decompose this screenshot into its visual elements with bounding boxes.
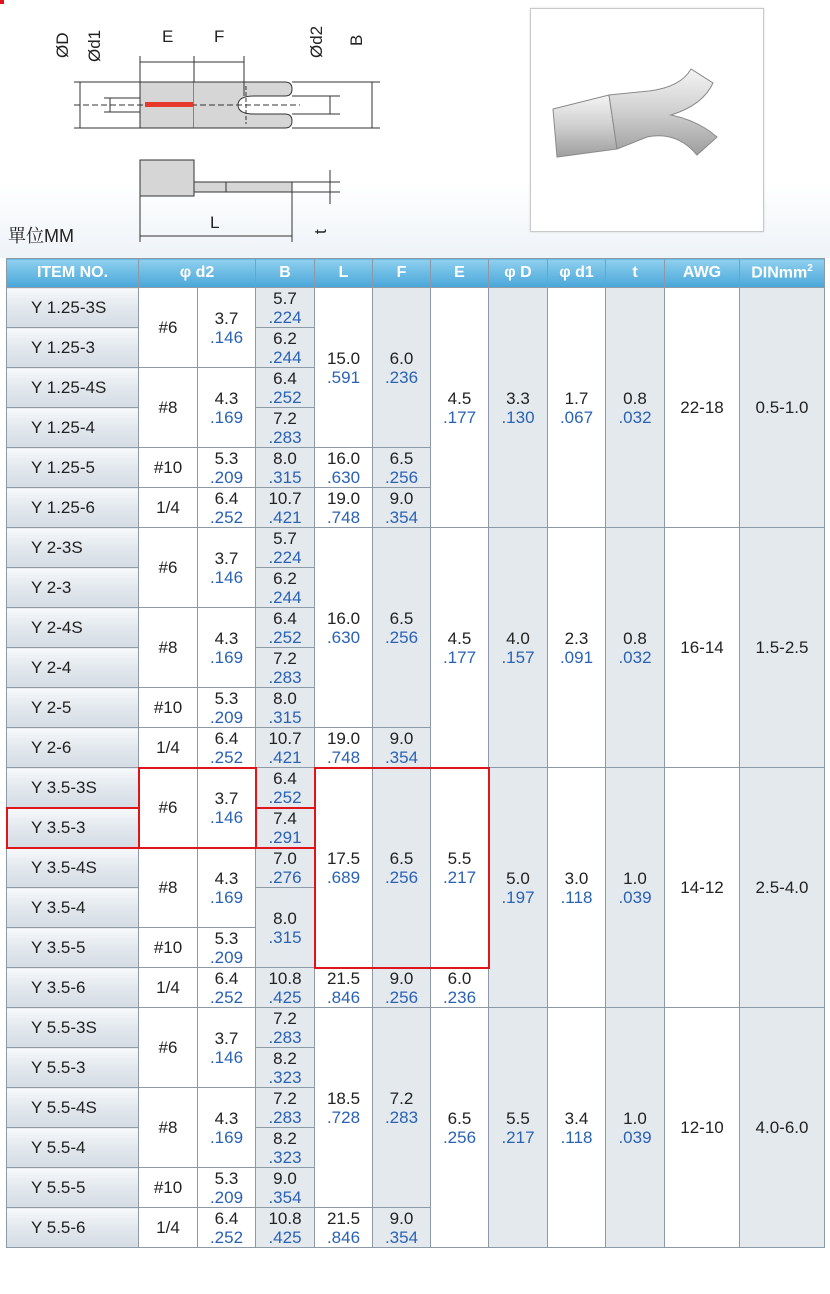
B-value: 9.0 .354 bbox=[256, 1168, 315, 1208]
dim-label-t: t bbox=[311, 229, 330, 234]
dim-label-D: ØD bbox=[53, 32, 72, 58]
header-awg: AWG bbox=[665, 259, 740, 288]
table-header-row bbox=[7, 259, 825, 288]
B-value: 7.0 .276 bbox=[256, 848, 315, 888]
din-value: 0.5-1.0 bbox=[740, 288, 825, 528]
item-no: Y 3.5-6 bbox=[7, 968, 139, 1008]
header-din-sup: 2 bbox=[807, 263, 813, 275]
table-row bbox=[7, 768, 825, 808]
screw-size: #8 bbox=[139, 608, 198, 688]
item-no: Y 2-4S bbox=[7, 608, 139, 648]
d2-value: 5.3 .209 bbox=[198, 928, 256, 968]
B-value: 5.7 .224 bbox=[256, 288, 315, 328]
E-value: 4.5 .177 bbox=[431, 288, 489, 528]
header-d2: φ d2 bbox=[139, 259, 256, 288]
F-value: 9.0 .354 bbox=[373, 488, 431, 528]
B-value: 6.4 .252 bbox=[256, 368, 315, 408]
d2-value: 6.4 .252 bbox=[198, 1208, 256, 1248]
screw-size: #10 bbox=[139, 448, 198, 488]
D-value: 4.0 .157 bbox=[489, 528, 548, 768]
L-value: 16.0 .630 bbox=[315, 528, 373, 728]
awg-value: 14-12 bbox=[665, 768, 740, 1008]
L-value: 16.0 .630 bbox=[315, 448, 373, 488]
t-value: 0.8 .032 bbox=[606, 288, 665, 528]
B-value: 8.0 .315 bbox=[256, 448, 315, 488]
F-value: 6.5 .256 bbox=[373, 528, 431, 728]
F-value: 9.0 .354 bbox=[373, 1208, 431, 1248]
B-value: 10.8 .425 bbox=[256, 1208, 315, 1248]
header-t: t bbox=[606, 259, 665, 288]
F-value: 6.5 .256 bbox=[373, 768, 431, 968]
B-value: 6.2 .244 bbox=[256, 328, 315, 368]
table-row bbox=[7, 288, 825, 328]
item-no: Y 1.25-5 bbox=[7, 448, 139, 488]
d2-value: 3.7 .146 bbox=[198, 1008, 256, 1088]
F-value: 9.0 .256 bbox=[373, 968, 431, 1008]
L-value: 21.5 .846 bbox=[315, 1208, 373, 1248]
header-B: B bbox=[256, 259, 315, 288]
screw-size: #10 bbox=[139, 688, 198, 728]
item-no: Y 3.5-3 bbox=[7, 808, 139, 848]
item-no: Y 5.5-3 bbox=[7, 1048, 139, 1088]
d2-value: 4.3 .169 bbox=[198, 368, 256, 448]
item-no: Y 1.25-4S bbox=[7, 368, 139, 408]
d2-value: 3.7 .146 bbox=[198, 288, 256, 368]
table-row bbox=[7, 1008, 825, 1048]
d1-value: 1.7 .067 bbox=[548, 288, 606, 528]
B-value: 5.7 .224 bbox=[256, 528, 315, 568]
header-D: φ D bbox=[489, 259, 548, 288]
screw-size: 1/4 bbox=[139, 488, 198, 528]
item-no: Y 5.5-4 bbox=[7, 1128, 139, 1168]
item-no: Y 3.5-4S bbox=[7, 848, 139, 888]
item-no: Y 5.5-4S bbox=[7, 1088, 139, 1128]
B-value: 7.4 .291 bbox=[256, 808, 315, 848]
L-value: 17.5 .689 bbox=[315, 768, 373, 968]
header-F: F bbox=[373, 259, 431, 288]
awg-value: 22-18 bbox=[665, 288, 740, 528]
screw-size: #8 bbox=[139, 1088, 198, 1168]
L-value: 18.5 .728 bbox=[315, 1008, 373, 1208]
item-no: Y 3.5-3S bbox=[7, 768, 139, 808]
d2-value: 6.4 .252 bbox=[198, 488, 256, 528]
screw-size: #10 bbox=[139, 1168, 198, 1208]
B-value: 7.2 .283 bbox=[256, 1088, 315, 1128]
screw-size: #6 bbox=[139, 528, 198, 608]
spec-table bbox=[6, 258, 825, 1248]
B-value: 10.8 .425 bbox=[256, 968, 315, 1008]
item-no: Y 5.5-5 bbox=[7, 1168, 139, 1208]
header-item: ITEM NO. bbox=[7, 259, 139, 288]
d1-value: 2.3 .091 bbox=[548, 528, 606, 768]
header-E: E bbox=[431, 259, 489, 288]
screw-size: #6 bbox=[139, 1008, 198, 1088]
d2-value: 4.3 .169 bbox=[198, 848, 256, 928]
F-value: 6.0 .236 bbox=[373, 288, 431, 448]
d2-value: 5.3 .209 bbox=[198, 688, 256, 728]
unit-label: 單位MM bbox=[8, 226, 74, 246]
t-value: 1.0 .039 bbox=[606, 768, 665, 1008]
screw-size: 1/4 bbox=[139, 968, 198, 1008]
F-value: 9.0 .354 bbox=[373, 728, 431, 768]
item-no: Y 1.25-6 bbox=[7, 488, 139, 528]
header-din-text: DINmm bbox=[751, 264, 808, 282]
dim-label-L: L bbox=[210, 213, 220, 232]
B-value: 10.7 .421 bbox=[256, 728, 315, 768]
din-value: 4.0-6.0 bbox=[740, 1008, 825, 1248]
header-din bbox=[740, 259, 825, 288]
d2-value: 5.3 .209 bbox=[198, 448, 256, 488]
L-value: 19.0 .748 bbox=[315, 488, 373, 528]
item-no: Y 2-3S bbox=[7, 528, 139, 568]
screw-size: #8 bbox=[139, 368, 198, 448]
d2-value: 4.3 .169 bbox=[198, 1088, 256, 1168]
item-no: Y 1.25-4 bbox=[7, 408, 139, 448]
d1-value: 3.4 .118 bbox=[548, 1008, 606, 1248]
D-value: 3.3 .130 bbox=[489, 288, 548, 528]
din-value: 1.5-2.5 bbox=[740, 528, 825, 768]
product-photo bbox=[530, 8, 764, 232]
B-value: 7.2 .283 bbox=[256, 1008, 315, 1048]
header-d1: φ d1 bbox=[548, 259, 606, 288]
item-no: Y 3.5-5 bbox=[7, 928, 139, 968]
B-value: 6.4 .252 bbox=[256, 768, 315, 808]
d2-value: 6.4 .252 bbox=[198, 728, 256, 768]
item-no: Y 2-4 bbox=[7, 648, 139, 688]
B-value: 7.2 .283 bbox=[256, 408, 315, 448]
E-value: 4.5 .177 bbox=[431, 528, 489, 768]
item-no: Y 2-3 bbox=[7, 568, 139, 608]
L-value: 21.5 .846 bbox=[315, 968, 373, 1008]
B-value: 8.0 .315 bbox=[256, 888, 315, 968]
E-value: 6.5 .256 bbox=[431, 1008, 489, 1248]
F-value: 6.5 .256 bbox=[373, 448, 431, 488]
table-row bbox=[7, 528, 825, 568]
item-no: Y 3.5-4 bbox=[7, 888, 139, 928]
d2-value: 5.3 .209 bbox=[198, 1168, 256, 1208]
B-value: 6.4 .252 bbox=[256, 608, 315, 648]
D-value: 5.0 .197 bbox=[489, 768, 548, 1008]
d2-value: 3.7 .146 bbox=[198, 528, 256, 608]
screw-size: 1/4 bbox=[139, 728, 198, 768]
B-value: 8.0 .315 bbox=[256, 688, 315, 728]
E-value: 5.5 .217 bbox=[431, 768, 489, 968]
awg-value: 12-10 bbox=[665, 1008, 740, 1248]
t-value: 1.0 .039 bbox=[606, 1008, 665, 1248]
wire-marker bbox=[145, 102, 193, 107]
d2-value: 3.7 .146 bbox=[198, 768, 256, 848]
d1-value: 3.0 .118 bbox=[548, 768, 606, 1008]
d2-value: 4.3 .169 bbox=[198, 608, 256, 688]
item-no: Y 1.25-3S bbox=[7, 288, 139, 328]
dim-label-d1: Ød1 bbox=[85, 29, 104, 62]
item-no: Y 2-6 bbox=[7, 728, 139, 768]
B-value: 10.7 .421 bbox=[256, 488, 315, 528]
t-value: 0.8 .032 bbox=[606, 528, 665, 768]
screw-size: #6 bbox=[139, 768, 198, 848]
B-value: 6.2 .244 bbox=[256, 568, 315, 608]
L-value: 19.0 .748 bbox=[315, 728, 373, 768]
E-value: 6.0 .236 bbox=[431, 968, 489, 1008]
d2-value: 6.4 .252 bbox=[198, 968, 256, 1008]
header-L: L bbox=[315, 259, 373, 288]
screw-size: #8 bbox=[139, 848, 198, 928]
screw-size: 1/4 bbox=[139, 1208, 198, 1248]
technical-drawing bbox=[0, 0, 520, 250]
item-no: Y 1.25-3 bbox=[7, 328, 139, 368]
dim-label-B: B bbox=[347, 34, 366, 46]
item-no: Y 2-5 bbox=[7, 688, 139, 728]
B-value: 8.2 .323 bbox=[256, 1128, 315, 1168]
L-value: 15.0 .591 bbox=[315, 288, 373, 448]
item-no: Y 5.5-6 bbox=[7, 1208, 139, 1248]
B-value: 7.2 .283 bbox=[256, 648, 315, 688]
dim-label-d2: Ød2 bbox=[307, 25, 326, 58]
spade-terminal-icon bbox=[531, 9, 763, 231]
B-value: 8.2 .323 bbox=[256, 1048, 315, 1088]
D-value: 5.5 .217 bbox=[489, 1008, 548, 1248]
screw-size: #6 bbox=[139, 288, 198, 368]
dim-label-E: E bbox=[162, 27, 174, 46]
din-value: 2.5-4.0 bbox=[740, 768, 825, 1008]
awg-value: 16-14 bbox=[665, 528, 740, 768]
item-no: Y 5.5-3S bbox=[7, 1008, 139, 1048]
dim-label-F: F bbox=[214, 27, 225, 46]
F-value: 7.2 .283 bbox=[373, 1008, 431, 1208]
screw-size: #10 bbox=[139, 928, 198, 968]
drawing-section bbox=[0, 0, 830, 258]
